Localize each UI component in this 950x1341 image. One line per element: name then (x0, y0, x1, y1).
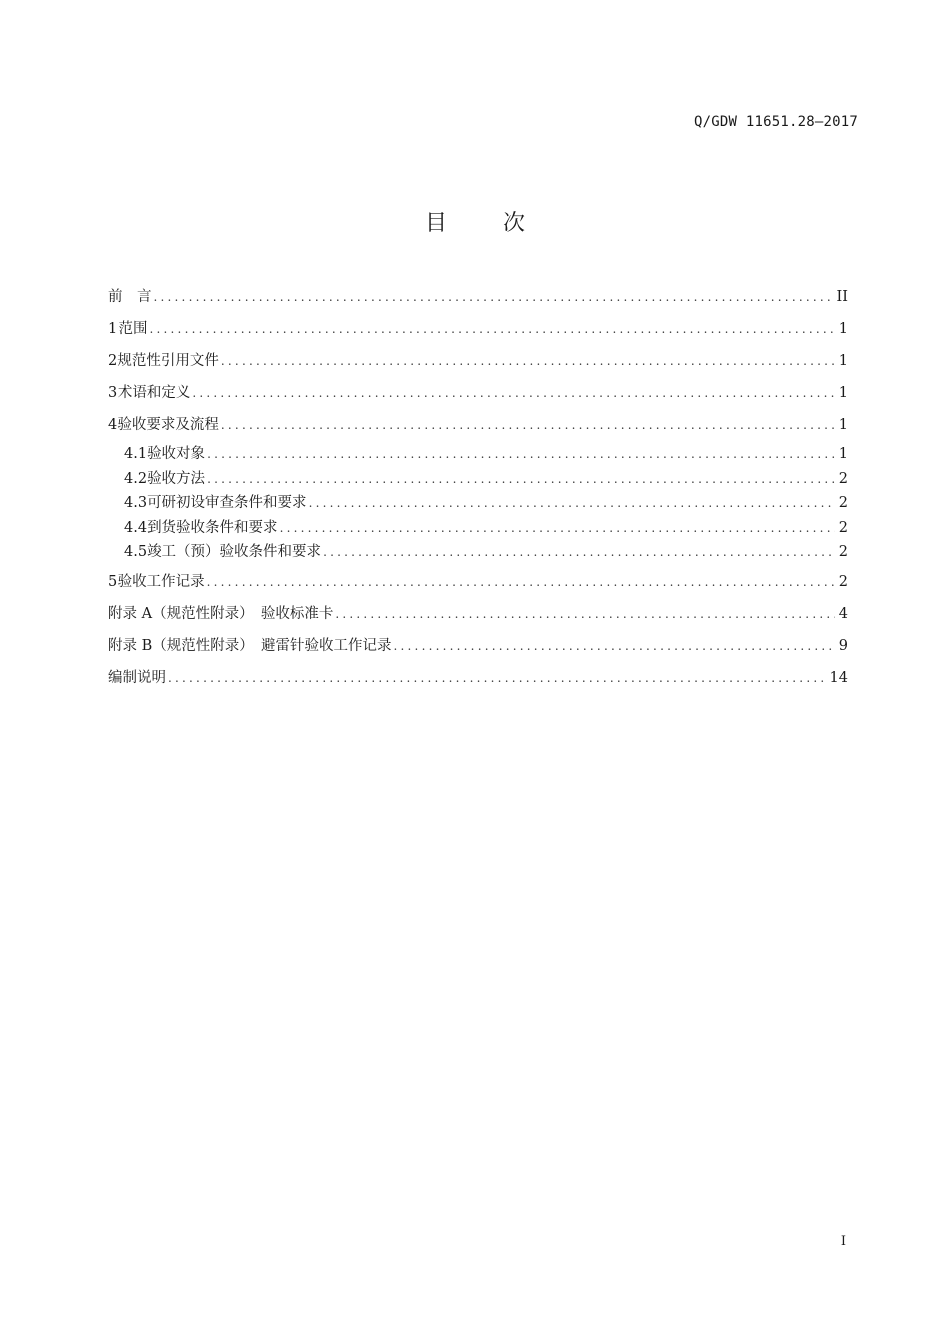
toc-entry-appendix-b[interactable] (108, 633, 848, 659)
toc-entry-arrival-acceptance[interactable] (108, 516, 848, 541)
toc-leader-dots (207, 467, 835, 492)
toc-entry-page: 14 (829, 669, 848, 686)
toc-entry-page: 1 (838, 321, 848, 337)
toc-entry-work-record[interactable] (108, 569, 848, 595)
toc-entry-number: 4.3 (124, 495, 148, 511)
toc-leader-dots (154, 284, 833, 310)
toc-title-char-2: 次 (503, 211, 526, 236)
toc-entry-label: 附录 B（规范性附录） 避雷针验收工作记录 (108, 637, 392, 654)
toc-entry-label: 范围 (118, 321, 148, 337)
toc-entry-number: 4.5 (124, 544, 148, 560)
toc-entry-label: 前 言 (108, 289, 152, 305)
toc-entry-page: II (836, 289, 848, 305)
toc-entry-acceptance-object[interactable] (108, 442, 848, 467)
toc-entry-acceptance-method[interactable] (108, 467, 848, 492)
toc-entry-page: 1 (838, 353, 848, 369)
toc-entry-compilation-notes[interactable] (108, 665, 848, 691)
toc-entry-scope[interactable] (108, 316, 848, 342)
toc-entry-label: 编制说明 (108, 669, 166, 686)
toc-entry-number: 3 (108, 385, 118, 401)
toc-leader-dots (207, 569, 835, 595)
toc-entry-number: 4 (108, 417, 118, 433)
document-code: Q/GDW 11651.28—2017 (694, 114, 858, 130)
toc-leader-dots (323, 540, 835, 565)
toc-entry-number: 2 (108, 353, 118, 369)
toc-entry-page: 1 (838, 417, 848, 433)
toc-entry-page: 9 (838, 637, 848, 654)
table-of-contents (108, 284, 848, 691)
toc-entry-number: 4.1 (124, 446, 148, 462)
toc-leader-dots (221, 412, 835, 438)
toc-entry-page: 2 (838, 544, 848, 560)
toc-entry-label: 验收对象 (147, 446, 206, 462)
toc-entry-label: 可研初设审查条件和要求 (147, 495, 307, 511)
toc-entry-number: 4.4 (124, 519, 148, 536)
toc-entry-label: 验收工作记录 (117, 573, 205, 590)
toc-entry-acceptance-requirements[interactable] (108, 412, 848, 438)
toc-entry-label: 术语和定义 (117, 385, 191, 401)
toc-leader-dots (394, 633, 835, 659)
toc-leader-dots (192, 380, 834, 406)
toc-entry-label: 到货验收条件和要求 (147, 519, 278, 536)
toc-leader-dots (221, 348, 835, 374)
toc-entry-completion-acceptance[interactable] (108, 540, 848, 565)
toc-entry-appendix-a[interactable] (108, 601, 848, 627)
toc-entry-page: 1 (838, 446, 848, 462)
toc-entry-foreword[interactable] (108, 284, 848, 310)
toc-entry-number: 1 (108, 321, 118, 337)
toc-entry-label: 竣工（预）验收条件和要求 (147, 544, 322, 560)
toc-entry-page: 2 (838, 495, 848, 511)
toc-entry-number: 4.2 (124, 470, 148, 487)
toc-leader-dots (280, 516, 835, 541)
toc-leader-dots (207, 442, 835, 467)
toc-entry-page: 1 (838, 385, 848, 401)
page-number: I (840, 1234, 846, 1249)
toc-entry-page: 4 (838, 605, 848, 622)
toc-leader-dots (309, 491, 835, 516)
toc-entry-feasibility-review[interactable] (108, 491, 848, 516)
toc-title-char-1: 目 (424, 211, 447, 236)
toc-entry-normative-references[interactable] (108, 348, 848, 374)
toc-entry-terms-definitions[interactable] (108, 380, 848, 406)
toc-entry-label: 验收要求及流程 (117, 417, 219, 433)
toc-entry-label: 附录 A（规范性附录） 验收标准卡 (108, 605, 334, 622)
toc-entry-label: 验收方法 (147, 470, 206, 487)
toc-title (0, 206, 950, 242)
toc-entry-label: 规范性引用文件 (117, 353, 219, 369)
toc-entry-number: 5 (108, 573, 118, 590)
toc-leader-dots (335, 601, 834, 627)
toc-leader-dots (168, 665, 826, 691)
toc-leader-dots (150, 316, 835, 342)
toc-entry-page: 2 (838, 573, 848, 590)
toc-entry-page: 2 (838, 470, 848, 487)
toc-entry-page: 2 (838, 519, 848, 536)
